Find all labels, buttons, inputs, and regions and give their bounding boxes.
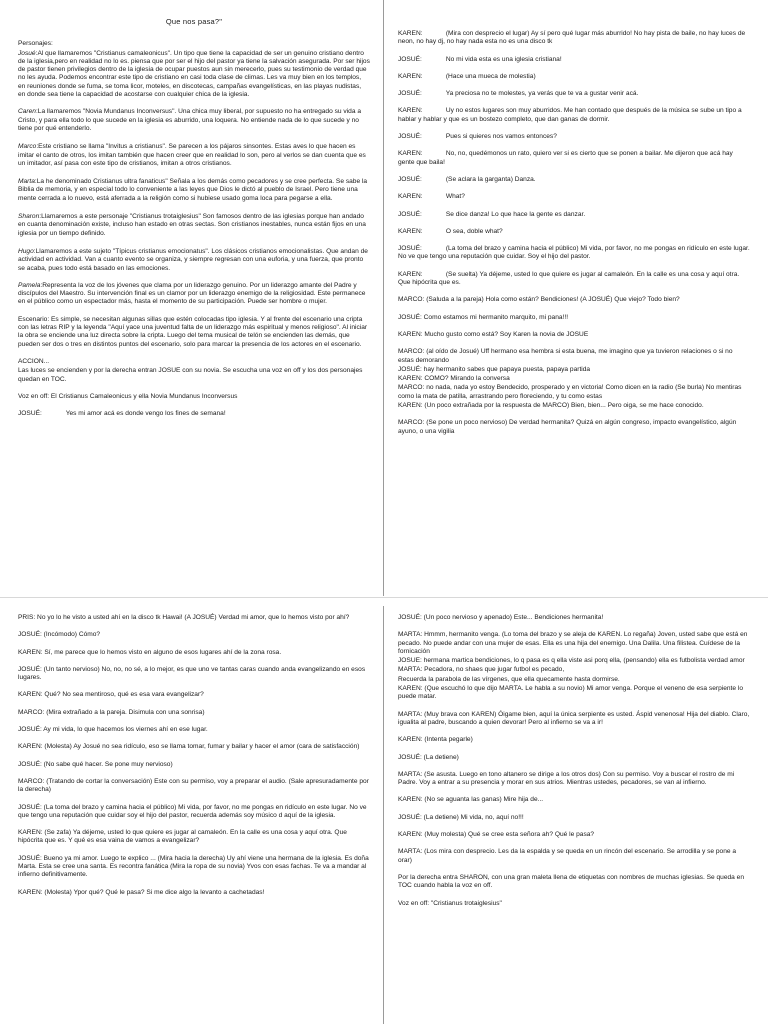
dialogue-line: JOSUÉ: (Un tanto nervioso) No, no, no sé, a lo mejor, es que uno ve tantas caras cuando anda evangelizando en esos lugares. (18, 665, 366, 682)
dialogue-line: MARCO: (Tratando de cortar la conversación) Este con su permiso, voy a preparar el audio. (Sale apresuradamente por la derecha) (18, 777, 369, 794)
page-top-left (10, 0, 376, 596)
dialogue-line: JOSUÉ: (Un poco nervioso y apenado) Este... Bendiciones hermanita! (398, 614, 604, 621)
dialogue-line: JOSUÉ: (Incómodo) Cómo? (18, 631, 101, 639)
dialogue-line: KAREN: (Intenta pegarle) (398, 736, 473, 744)
voice-off-line: Voz en off: "Cristianus trotaiglesius" (398, 899, 502, 907)
dialogue-line: MARTA: (Los mira con desprecio. Les da la espalda y se queda en un rincón del escenario. Se arrodilla y se pone a orar) (398, 848, 737, 864)
dialogue-line: MARCO: (Se pone un poco nervioso) De verdad hermanita? Quizá en algún congreso, impacto evangelístico, algún ayuno, o una vigilia (398, 419, 737, 435)
dialogue-line: MARCO: (Saluda a la pareja) Hola como están? Bendiciones! (A JOSUÉ) Que viejo? Todo bien? (398, 296, 680, 304)
dialogue-line: KAREN: (Molesta) Ypor qué? Qué le pasa? Si me dice algo la levanto a cachetadas! (18, 888, 265, 896)
action-label: ACCION... (18, 357, 50, 365)
dialogue-line: JOSUÉ: Como estamos mi hermanito marquito, mi pana!!! (398, 313, 569, 321)
action-text: Las luces se encienden y por la derecha entran JOSUE con su novia. Se escucha una voz en off y los dos personajes quedan en TOC. (18, 367, 363, 383)
page-top-right (390, 0, 758, 596)
dialogue-line: JOSUÉ: Bueno ya mi amor. Luego te explico ... (Mira hacia la derecha) Uy ahí viene una hermana de la iglesia. Es doña Marta. Esta se cree una santa. Es recontra fanática (Mira la ropa de su novia) Yvos con esas fachas. Te va a mandar al infierno definitivamente. (18, 854, 369, 879)
dialogue-line: KAREN: Mucho gusto como está? Soy Karen la novia de JOSUE (398, 330, 589, 338)
dialogue-line: JOSUÉ: (La detiene) Mi vida, no, aquí no!!! (398, 813, 524, 821)
dialogue-line: JOSUÉ: (La toma del brazo y camina hacia el público) Mi vida, por favor, no me pongas en ridículo en este lugar. No ve que tengo una reputación que cuidar soy el hijo del pastor, recuerda además soy músico d aquí de la iglesia. (18, 803, 367, 819)
character-marta: Marta:La he denominado Cristianus ultra fanaticus" Señala a los demás como pecadores y se cree perfecta. Se sabe la Biblia de memoria, y en especial todo lo conveniente a las leyes que Dios le dictó al pueblo de Israel. Pero tiene una mente cerrada a lo nuevo, está aferrada a la religión como si hubiese usado goma loca para pegarse a ella. (18, 178, 368, 202)
dialogue-line: KAREN: O sea, doble what? (398, 227, 503, 235)
dialogue-line: KAREN: (Mira con desprecio el lugar) Ay sí pero qué lugar más aburrido! No hay pista de baile, no hay luces de neon, no hay dj, no hay nada esta no es una disco tk (398, 30, 746, 46)
dialogue-line: KAREN: COMO? Mirando la conversa (398, 375, 510, 383)
dialogue-line: KAREN: (Un poco extrañada por la respuesta de MARCO) Bien, bien... Pero oiga, se me hace conocido. (398, 402, 704, 410)
dialogue-line: KAREN: (Que escuchó lo que dijo MARTA. Le habla a su novio) Mi amor venga. Porque el veneno de esa serpiente lo puede matar. (398, 685, 744, 701)
document-title: Que nos pasa?" (165, 17, 223, 26)
dialogue-line: KAREN: (Muy molesta) Qué se cree esta señora ah? Qué le pasa? (398, 831, 595, 839)
dialogue-line: PRIS: No yo lo he visto a usted ahí en la disco tk Hawai! (A JOSUÉ) Verdad mi amor, que lo hemos visto por ahí? (18, 614, 350, 621)
dialogue-line: JOSUÉ: Yes mi amor acá es donde vengo los fines de semana! (18, 410, 226, 418)
voice-off-line: Voz en off: El Cristianus Camaleonicus y ella Novia Mundanus Inconversus (18, 392, 238, 400)
dialogue-line: JOSUÉ: (La toma del brazo y camina hacia el público) Mi vida, por favor, no me pongas en ridículo en este lugar. No ve que tengo una reputación que cuidar. Soy el hijo del pastor. (398, 245, 750, 261)
character-sharon: Sharon:Llamaremos a este personaje "Cristianus trotaiglesius" Son famosos dentro de las iglesias porque han andado en cuanta denominación existe, incluso han estado en otras sectas. Son cristianos inestables, nunca están fijos en una iglesia por un tiempo definido. (18, 213, 366, 237)
character-hugo: Hugo:Llamaremos a este sujeto "Típicus cristianus emocionatus". Los clásicos cristianos emocionalistas. Que andan de actividad en actividad. Van a cuanto evento se organiza, y siempre regresan con una euforia, y una fuerza, que pronto se acaba, pues todo está basado en las emociones. (18, 247, 368, 272)
dialogue-line: JOSUÉ: Ay mi vida, lo que hacemos los viernes ahí en ese lugar. (18, 726, 208, 734)
character-pamela: Pamela:Representa la voz de los jóvenes que clama por un liderazgo genuino. Por un liderazgo amante del Padre y discípulos del Maestro. Su intervención final es un clamor por un liderazgo enemigo de la religiosidad. Este permanece en el público como un espectador más, hasta el momento de su participación. Puede ser hombre o mujer. (18, 281, 366, 306)
dialogue-line: MARTA: Pecadora, no shaes que jugar futbol es pecado, (398, 666, 565, 674)
dialogue-line: JOSUÉ: hay hermanito sabes que papaya puesta, papaya partida (398, 365, 591, 373)
dialogue-line: KAREN: No, no, quedémonos un rato, quiero ver si es cierto que se ponen a bailar. Me dijeron que acá hay gente que baila! (398, 150, 733, 166)
dialogue-line: JOSUÉ: (La detiene) (398, 753, 459, 761)
character-josue: Josué:Al que llamaremos "Cristianus camaleonicus". Un tipo que tiene la capacidad de ser un genuino cristiano dentro de la iglesia,pero en realidad no lo es. piensa que por ser el hijo del pastor ya tiene la salvación asegurada. Por ser hijos de pastor tienen privilegios dentro de la iglesia de ocupar puestos aun sin merecerlo, pues su testimonio de verdad que no les ayuda. Podemos encontrar este tipo de cristiano en casi toda clase de climas. Les va muy bien en los templos, en reuniones donde se fuma, se toma licor, moteles, en discotecas, campañas evangelísticas, en las playas nudistas, en donde sea tiene la capacidad de acostarse con cualquier chica de la iglesia. (18, 49, 370, 99)
dialogue-line: MARCO: no nada, nada yo estoy Bendecido, prosperado y en victoria! Como dicen en la radio (Se burla) No mentiras como la mata de patilla, arrastrando pero floreciendo, y tu como estas (398, 384, 742, 400)
stage-direction: Por la derecha entra SHARON, con una gran maleta llena de etiquetas con nombres de muchas iglesias. Se queda en TOC cuando habla la voz en off. (398, 873, 745, 890)
page-bottom-left (10, 602, 376, 1024)
dialogue-line: MARCO: (al oído de Josué) Uff hermano esa hembra si esta buena, me imagino que ya tuvieron relaciones o si no estas demorando (398, 348, 733, 364)
dialogue-line: KAREN: (Se zafa) Ya déjeme, usted lo que quiere es jugar al camaleón. En la calle es una cosa y aquí otra. Que hipócrita que es. Y qué es esa vaina de vamos a evangelizar? (18, 829, 347, 845)
page-divider-top (383, 0, 384, 596)
dialogue-line: MARCO: (Mira extrañado a la pareja. Disimula con una sonrisa) (18, 708, 205, 716)
dialogue-line: KAREN: (No se aguanta las ganas) Mire hija de... (398, 796, 544, 804)
dialogue-line: JOSUÉ: (No sabe qué hacer. Se pone muy nervioso) (18, 760, 173, 768)
dialogue-line: KAREN: (Hace una mueca de molestia) (398, 72, 536, 80)
dialogue-line: JOSUÉ: No mi vida esta es una iglesia cristiana! (398, 55, 562, 63)
dialogue-line: JOSUÉ: Ya preciosa no te molestes, ya verás que te va a gustar venir acá. (398, 90, 639, 98)
dialogue-line: MARTA: Hmmm, hermanito venga. (Lo toma del brazo y se aleja de KAREN. Lo regaña) Joven, usted sabe que está en pecado. No puede andar con una mujer de esas. Ella es una hija del enemigo. Una Dalila. Una filistea. Cuídese de la fornicación (398, 631, 748, 655)
dialogue-line: JOSUÉ: (Se aclara la garganta) Danza. (398, 175, 536, 183)
character-caren: Caren:La llamaremos "Novia Mundanus Inconversus". Una chica muy liberal, por supuesto no ha entregado su vida a Cristo, y para ella todo lo que sucede en la iglesia es aburrido, una loquera. No entiende nada de lo que sucede y no tiene por qué entenderlo. (18, 108, 361, 132)
stage-setting: Escenario: Es simple, se necesitan algunas sillas que estén colocadas tipo iglesia. Y al frente del escenario una cripta con las letras RIP y la leyenda "Aquí yace una juventud falta de un liderazgo más espiritual y menos religioso". Al iniciar la obra se enciende una luz directa sobre la cripta. Luego del tema musical de telón se encienden las demás, que pueden ser dos o tres en distintos puntos del escenario, solo para marcar la presencia de los actores en el escenario. (18, 315, 368, 348)
character-marco: Marco:Este cristiano se llama "Invitus a cristianus". Se parecen a los pájaros sinsontes. Estas aves lo que hacen es imitar el canto de otros, los imitan también que hacen creer que en realidad lo son, pero al verlos se dan cuenta que es un imitador, así pasa con este tipo de cristianos, imitan a otros cristianos. (18, 143, 366, 167)
dialogue-line: Recuerda la parabola de las vírgenes, que ella quecamente hasta dormirse. (398, 675, 620, 683)
dialogue-line: KAREN: (Se suelta) Ya déjeme, usted lo que quiere es jugar al camaleón. En la calle es una cosa y aquí otra. Que hipócrita que es. (398, 270, 740, 287)
dialogue-line: JOSUÉ: Pues si quieres nos vamos entonces? (398, 133, 557, 141)
dialogue-line: KAREN: Sí, me parece que lo hemos visto en alguno de esos lugares ahí de la zona rosa. (18, 648, 282, 656)
dialogue-line: KAREN: What? (398, 193, 465, 201)
dialogue-line: JOSUE: hermana martica bendiciones, lo q pasa es q ella viste asi porq ella, (pensando) ella es futbolista verdad amor (398, 657, 745, 665)
page-bottom-right (390, 602, 758, 1024)
dialogue-line: KAREN: (Molesta) Ay Josué no sea ridículo, eso se llama tomar, fumar y bailar y hacer el amor (cara de satisfacción) (18, 743, 360, 751)
dialogue-line: KAREN: Uy no estos lugares son muy aburridos. Me han contado que después de la música se sube un tipo a hablar y hablar y que es un bostezo completo, que dan ganas de dormir. (398, 107, 742, 123)
characters-heading: Personajes: (18, 40, 53, 48)
page-divider-bottom (383, 606, 384, 1024)
dialogue-line: JOSUÉ: Se dice danza! Lo que hace la gente es danzar. (398, 210, 586, 218)
dialogue-line: MARTA: (Se asusta. Luego en tono altanero se dirige a los otros dos) Con su permiso. Voy a buscar el rostro de mi Padre. Voy a entrar a su presencia y morar en sus atrios. Mientras ustedes, pecadores, se van al infierno. (398, 770, 735, 787)
dialogue-line: MARTA: (Muy brava con KAREN) Óigame bien, aquí la única serpiente es usted. Áspid venenosa! Hija del diablo. Claro, igualita al padre, buscando a quien devorar! Pero al infierno se va a ir! (398, 710, 750, 726)
dialogue-line: KAREN: Qué? No sea mentiroso, qué es esa vara evangelizar? (18, 691, 204, 699)
